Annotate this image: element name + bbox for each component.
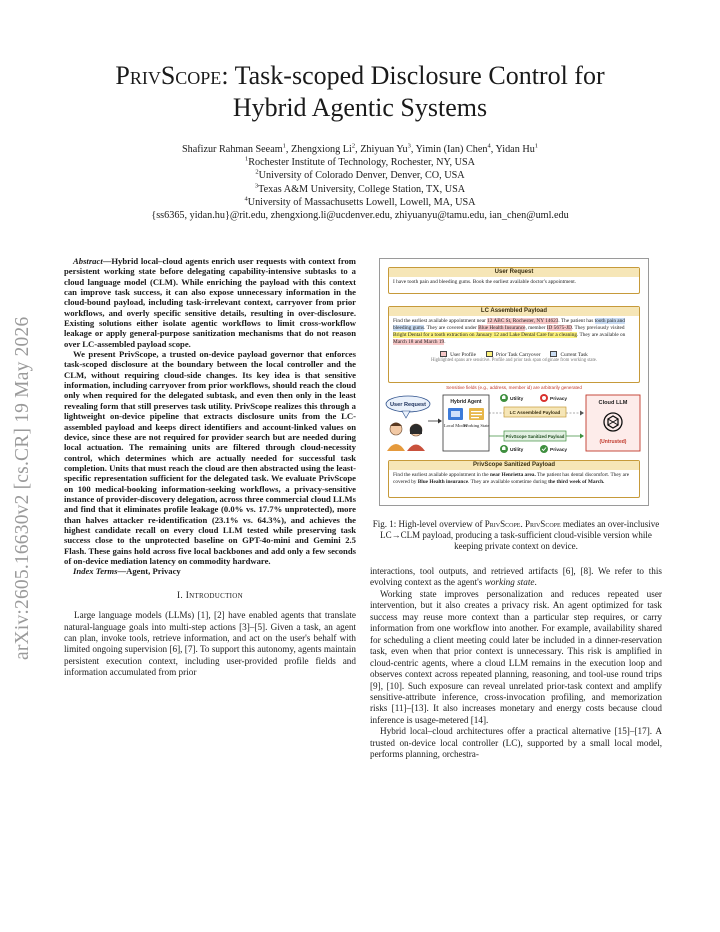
affil-mark: 1 [245,155,249,163]
payload-text-span: . They previously visited [571,325,625,331]
local-model-label: Local Model [443,423,468,428]
figure-caption [370,519,662,552]
author-names: Shafizur Rahman Seeam$^1$, Zhengxiong Li$^2$, Zhiyuan Yu$^3$, Yimin (Ian) Chen$^4$, Yidan Hu$^1$ [181,142,539,155]
lc-payload-title: LC Assembled Payload [389,307,639,316]
left-column [64,256,356,679]
cloud-llm-label: Cloud LLM [598,400,628,406]
affil-mark: 4 [487,142,491,150]
caption-system-name: PrivScope [484,519,521,529]
user-request-panel [388,267,640,294]
author-name: Shafizur Rahman Seeam [181,144,283,155]
right-column [370,566,662,761]
highlighted-span: Blue Health Insurance [478,325,526,331]
abstract-text-1: —Hybrid local–cloud agents enrich user requests with context from persistent working state before delegating capability-intensive subtasks to a cloud language model (CLM). While enriching the payload with this context can improve task success, it can also expose unnecessary information in the cloud-bound payload, including task-irrelevant context, carryover from prior workflows, and overly specific sensitive details, resulting in over-disclosure. Existing solutions either isolate agentic workflows to limit cross-workflow leakage or apply general-purpose sanitization mechanisms that do not reason over LC-assembled payload scope. [64,256,356,349]
working-state-label: Working State [463,423,490,428]
user-request-bubble [386,396,430,418]
highlighted-span: ID 5675-JD [546,325,572,331]
intro-p1: Large language models (LLMs) [1], [2] have enabled agents that translate natural-language goals into multi-step actions [3]–[5]. Given a task, an agent can plan, invoke tools, retrieve information, and act on the user's behalf with limited ongoing supervision [6], [7]. To support this autonomy, agents maintain persistent execution context, including user-provided profile fields and information accumulated from prior [64,610,356,678]
author-block [60,143,660,222]
hybrid-agent-label: Hybrid Agent [450,399,482,405]
untrusted-label: (Untrusted) [599,439,627,445]
payload-text-span: . [444,339,446,345]
affil-mark: 4 [244,195,248,203]
highlighted-span: March 18 and March 19 [393,339,445,345]
payload-text-span: . The patient has [558,318,595,324]
sanitized-payload-panel [388,460,640,498]
lc-payload-text [389,316,639,348]
title-system-name: PrivScope [115,61,222,90]
highlighted-span: Bright Dental for a tooth extraction on January 12 and Lake Dental Care for a cleaning [393,332,577,338]
lc-payload-label: LC Assembled Payload [509,410,561,415]
payload-text-span: . They are available on [577,332,626,338]
user-request-text: I have tooth pain and bleeding gums. Book the earliest available doctor's appointment. [393,279,577,285]
sanitized-payload-title: PrivScope Sanitized Payload [389,461,639,470]
lc-payload-panel [388,306,640,383]
arxiv-stamp: arXiv:2605.16630v2 [cs.CR] 19 May 2026 [12,316,33,660]
highlighted-span: 12 ABC St, Rochester, NY 14623 [487,318,559,324]
legend-swatch [486,351,493,357]
sensitive-fields-note: Sensitive fields (e.g., address, member id) are arbitrarily generated [446,385,582,390]
sanitized-payload-tag [489,431,580,453]
user-request-label: User Request [389,402,427,408]
privacy-label: Privacy [550,397,568,402]
affiliation-3 [60,183,660,196]
affiliation-text: Rochester Institute of Technology, Rochester, NY, USA [248,157,475,169]
author-name: Yidan Hu [495,144,535,155]
abstract [64,256,356,577]
figure-1 [379,258,649,506]
author-name: Yimin (Ian) Chen [415,144,488,155]
payload-text-span: , member [525,325,547,331]
intro-p3: Hybrid local–cloud architectures offer a practical alternative [15]–[17]. A trusted on-device local controller (LC), supported by a small local model, performs planning, orchestra- [370,726,662,760]
affil-mark: 2 [255,169,259,177]
index-terms-label: Index Terms [73,566,118,577]
emphasis-term: working state [484,577,535,588]
user-request-title: User Request [389,268,639,277]
payload-text-span: . They are covered under [424,325,479,331]
caption-system-name-2: PrivScope [524,519,561,529]
legend-swatch [440,351,447,357]
legend-item-prior-task [486,351,541,358]
legend-item-current-task [550,351,587,358]
caption-mid: . [520,519,525,529]
affil-mark: 2 [351,142,356,150]
utility-label: Utility [510,397,524,402]
lc-badges [500,394,567,402]
payload-text-span: Find the earliest available appointment near [393,318,488,324]
author-name: Zhiyuan Yu [360,144,408,155]
cloud-llm-box [586,395,640,451]
payload-text-span: The patient has dental discomfort. They are covered by [393,472,630,485]
abstract-p1 [64,256,356,349]
affiliation-2 [60,169,660,182]
caption-prefix: Fig. 1: High-level overview of [372,519,485,529]
privacy-ok-icon [540,445,548,453]
legend-label: Prior Task Carryover [495,352,541,358]
abstracted-span: near Henrietta area. [489,472,536,478]
hybrid-agent-box [443,395,489,451]
privacy-label-2: Privacy [550,448,568,453]
affiliation-text: University of Massachusetts Lowell, Lowell, MA, USA [247,196,476,208]
pipeline-diagram [380,391,650,457]
abstracted-span: Blue Health insurance [417,479,469,485]
highlight-legend [389,351,639,358]
affiliation-text: University of Colorado Denver, Denver, CO, USA [258,170,465,182]
affil-mark: 3 [407,142,411,150]
introduction-left [64,610,356,679]
affil-mark: 1 [534,142,539,150]
legend-swatch [550,351,557,357]
title-line1-rest: : Task-scoped Disclosure Control for [221,61,605,90]
affil-mark: 1 [282,142,286,150]
index-terms [64,566,356,576]
abstract-p2: We present PrivScope, a trusted on-device payload governor that enforces task-scoped disclosure at the boundary between the local controller and the CLM, without requiring cloud-side changes. Its key idea is that sensitive information, including carryover from prior workflows, should reach the cloud only when required for the delegated subtask, and even then only in the least revealing form that still preserves task utility. PrivScope realizes this through a lightweight on-device pipeline that extracts disclosure units from the LC-assembled payload and keeps direct identifiers and account-linked values on device, since these are not required for provider search but are needed during local actuation. The remaining units are filtered through cloud-necessity control, which determines which are actually needed for successful task completion. Units that must reach the cloud are then abstracted using the least-specific representation sufficient for the delegated task. We evaluate PrivScope on 100 medical-booking information-seeking workflows, a privacy-sensitive instance of provider-discovery delegation, across three commercial cloud LLMs and find that it eliminates profile leakage (0.0% vs. 17.7% unprotected), more than halves attacker re-identification (23.1% vs. 64.3%), and achieves the highest candidate recall on every cloud LLM tested while preserving task success close to the unprotected baseline on GPT-4o-mini and Gemini 2.5 Flash. These gains hold across five local backbones and add only a few seconds of on-device mediation latency on commodity hardware. [64,349,357,566]
intro-p1-continued [370,566,662,589]
caption-rest: mediates an over-inclusive LC→CLM payload, producing a task-sufficient cloud-visible version while keeping private context on device. [380,519,660,551]
title-line2: Hybrid Agentic Systems [232,93,488,122]
index-terms-text: —Agent, Privacy [117,566,181,577]
affiliation-text: Texas A&M University, College Station, TX, USA [258,183,466,195]
author-emails: {ss6365, yidan.hu}@rit.edu, zhengxiong.li@ucdenver.edu, zhiyuanyu@tamu.edu, ian_chen@uml.edu [151,210,569,222]
sanitized-payload-label: PrivScope Sanitized Payload [505,434,565,439]
author-name: Zhengxiong Li [291,144,352,155]
lc-payload-tag [489,407,580,417]
legend-item-user-profile [440,351,476,358]
utility-label-2: Utility [510,448,524,453]
affiliation-1 [60,156,660,169]
users-illustration [387,423,425,452]
highlighted-span: tooth pain and bleeding gums [393,318,625,331]
abstract-label: Abstract [73,256,103,266]
section-heading-introduction: I. Introduction [177,590,243,601]
legend-note: Highlighted spans are sensitive. Profile and prior task span originate from working state. [430,358,598,363]
affiliation-4 [60,196,660,209]
paper-title [60,60,660,124]
legend-label: Current Task [560,352,588,358]
intro-p2: Working state improves personalization and reduces repeated user intervention, but it also creates a privacy risk. An agent optimized for task success may reuse more context than a particular step requires, or carry information from one workflow into another. For example, availability shared for scheduling a client meeting could later be included in a dinner-reservation task, even when that prior context is unnecessary. This risk is amplified in cloud-centric agents, where a cloud LLM remains in the execution loop and observes context across repeated planning, reasoning, and tool-use round trips [9], [10]. Such exposure can reveal unrelated prior-task context and amplify sensitive-attribute inference, cross-invocation profiling, and memorization risks [11]–[13]. It also increases monetary and energy costs because cloud inference is usage-metered [14]. [370,588,662,725]
legend-label: User Profile [450,352,476,358]
payload-text-span: . They are available sometime during [468,479,549,485]
payload-text-span: Find the earliest available appointment in the [393,472,490,478]
sanitized-payload-text [389,470,639,488]
affil-mark: 3 [254,182,259,190]
abstracted-span: the third week of March. [548,479,605,485]
intro-p1-cont-text: interactions, tool outputs, and retrieved artifacts [6], [8]. We refer to this evolving context as the agent's working state. [370,566,662,588]
